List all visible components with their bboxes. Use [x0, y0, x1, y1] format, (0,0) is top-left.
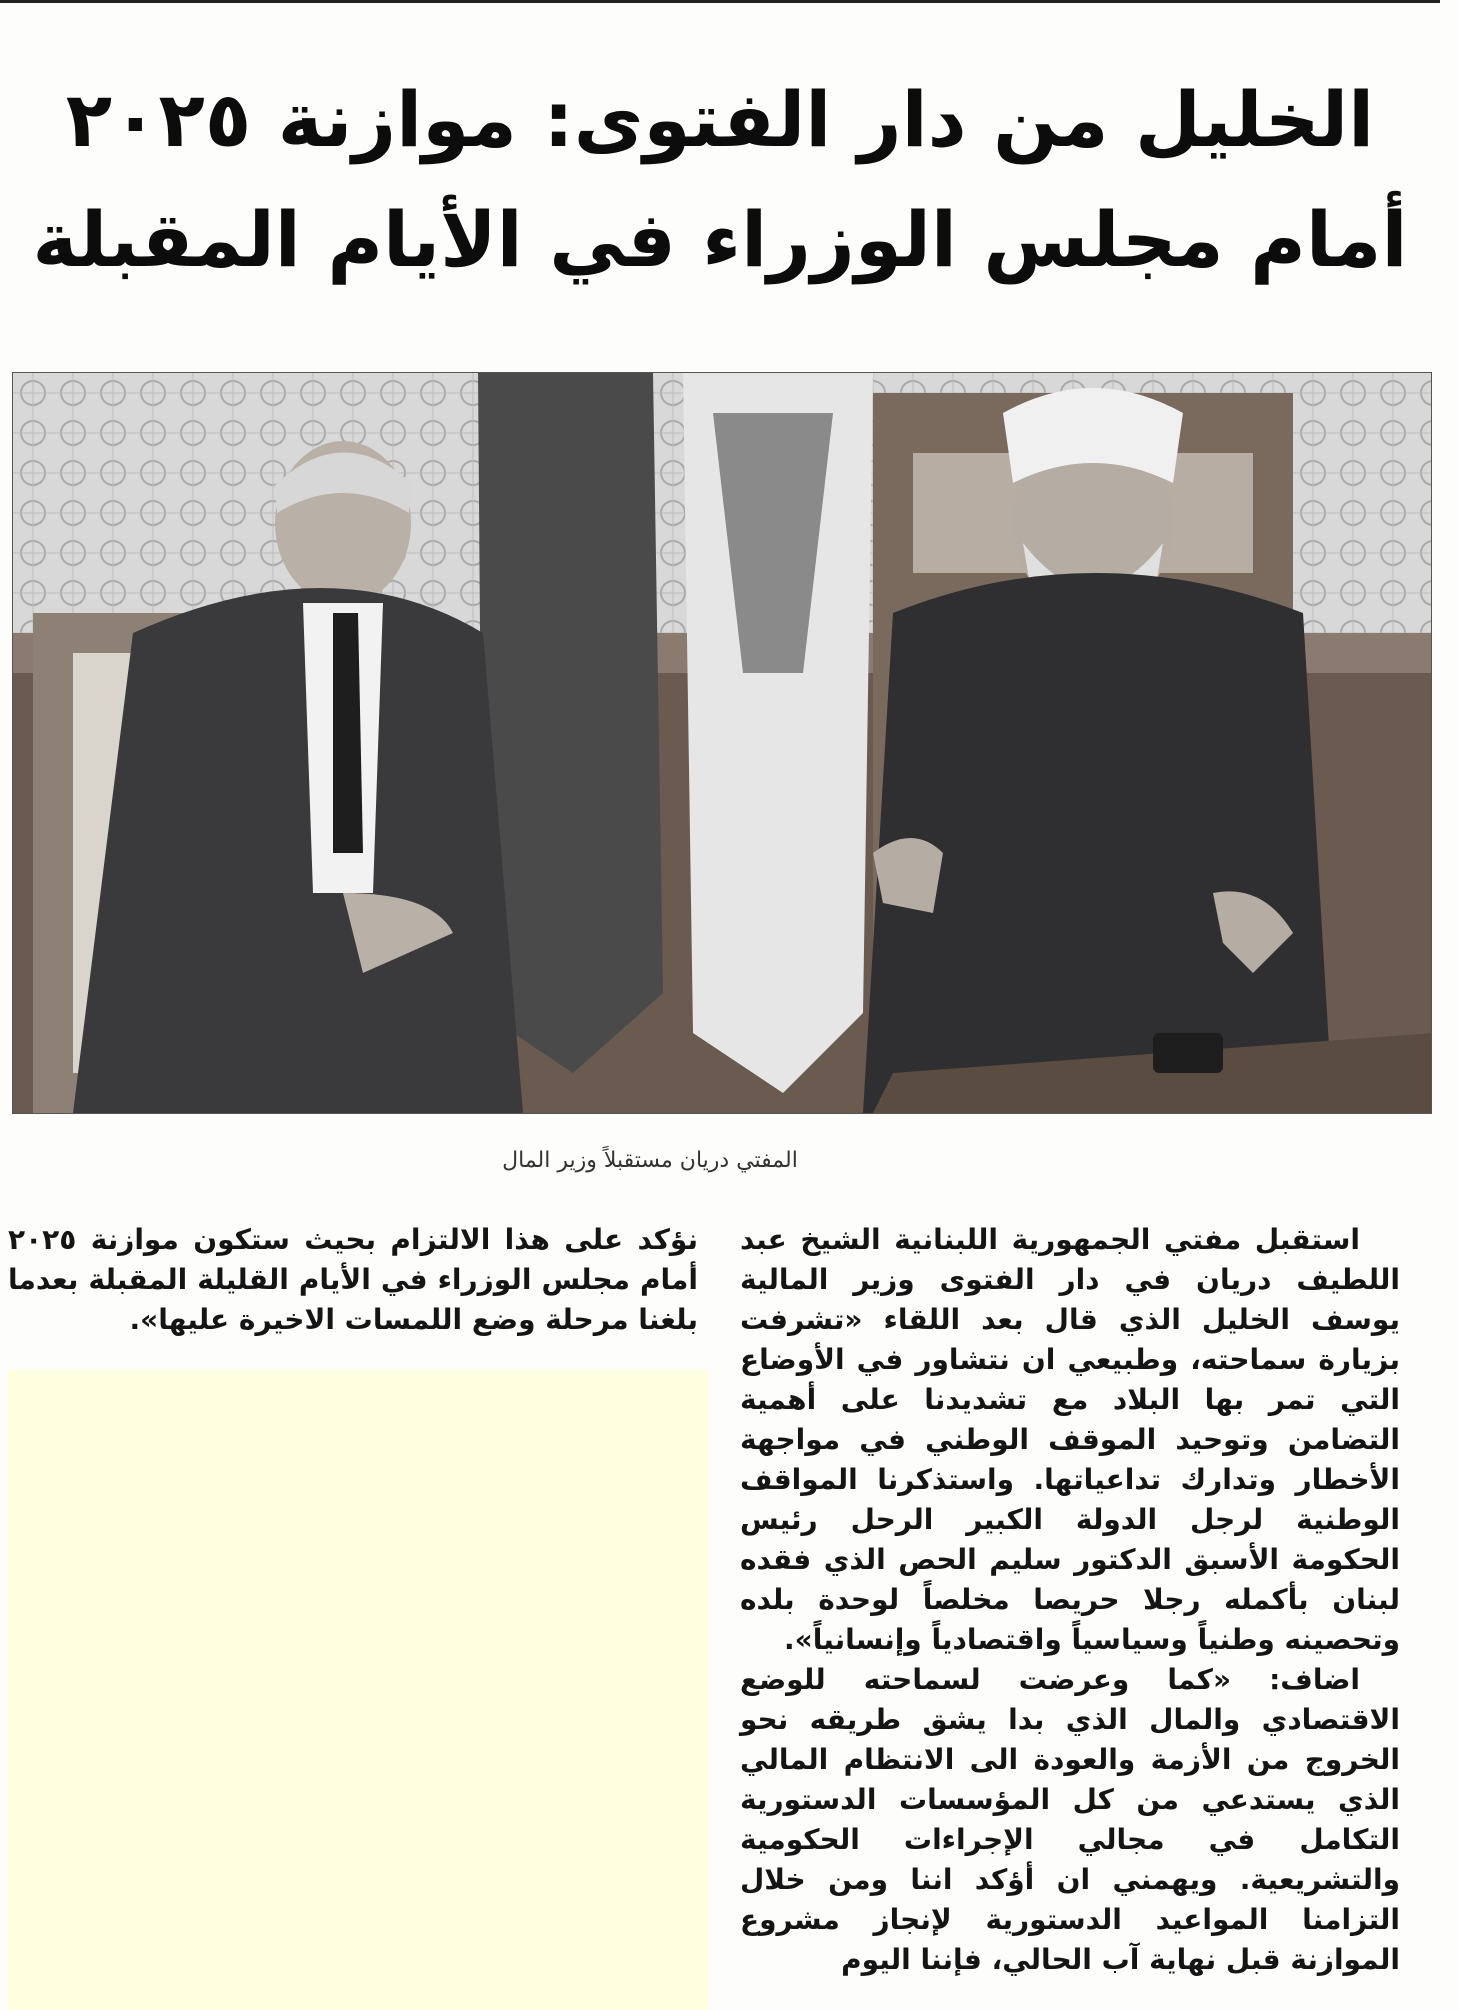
news-photo	[12, 372, 1432, 1114]
photo-caption: المفتي دريان مستقبلاً وزير المال	[502, 1148, 798, 1173]
headline-line-2: أمام مجلس الوزراء في الأيام المقبلة	[32, 195, 1408, 284]
headline-line-1: الخليل من دار الفتوى: موازنة ٢٠٢٥	[65, 75, 1375, 164]
article-paragraph-2: اضاف: «كما وعرضت لسماحته للوضع الاقتصادي والمال الذي بدا يشق طريقه نحو الخروج من الأزمة والعودة الى الانتظام المالي الذي يستدعي من كل المؤسسات الدستورية التكامل في مجالي الإجراءات الحكومية والتشريعية. ويهمني ان أؤكد اننا ومن خلال التزامنا المواعيد الدستورية لإنجاز مشروع الموازنة قبل نهاية آب الحالي، فإننا اليوم	[740, 1663, 1400, 1976]
advertisement-placeholder	[8, 1370, 708, 2010]
photo-illustration	[13, 373, 1431, 1113]
article-paragraph-3: نؤكد على هذا الالتزام بحيث ستكون موازنة ٢٠٢٥ أمام مجلس الوزراء في الأيام القليلة المقبلة بعدما بلغنا مرحلة وضع اللمسات الاخيرة عليها».	[8, 1223, 698, 1336]
article-column-right	[740, 1220, 1400, 1980]
top-rule	[0, 0, 1440, 3]
article-paragraph-1: استقبل مفتي الجمهورية اللبنانية الشيخ عبد اللطيف دريان في دار الفتوى وزير المالية يوسف الخليل الذي قال بعد اللقاء «تشرفت بزيارة سماحته، وطبيعي ان نتشاور في الأوضاع التي تمر بها البلاد مع تشديدنا على أهمية التضامن وتوحيد الموقف الوطني في مواجهة الأخطار وتدارك تداعياتها. واستذكرنا المواقف الوطنية لرجل الدولة الكبير الرحل رئيس الحكومة الأسبق الدكتور سليم الحص الذي فقده لبنان بأكمله رجلا حريصا مخلصاً لوحدة بلده وتحصينه وطنياً وسياسياً واقتصادياً وإنسانياً».	[740, 1223, 1400, 1656]
headline	[20, 60, 1420, 300]
article-column-left	[8, 1220, 698, 1340]
